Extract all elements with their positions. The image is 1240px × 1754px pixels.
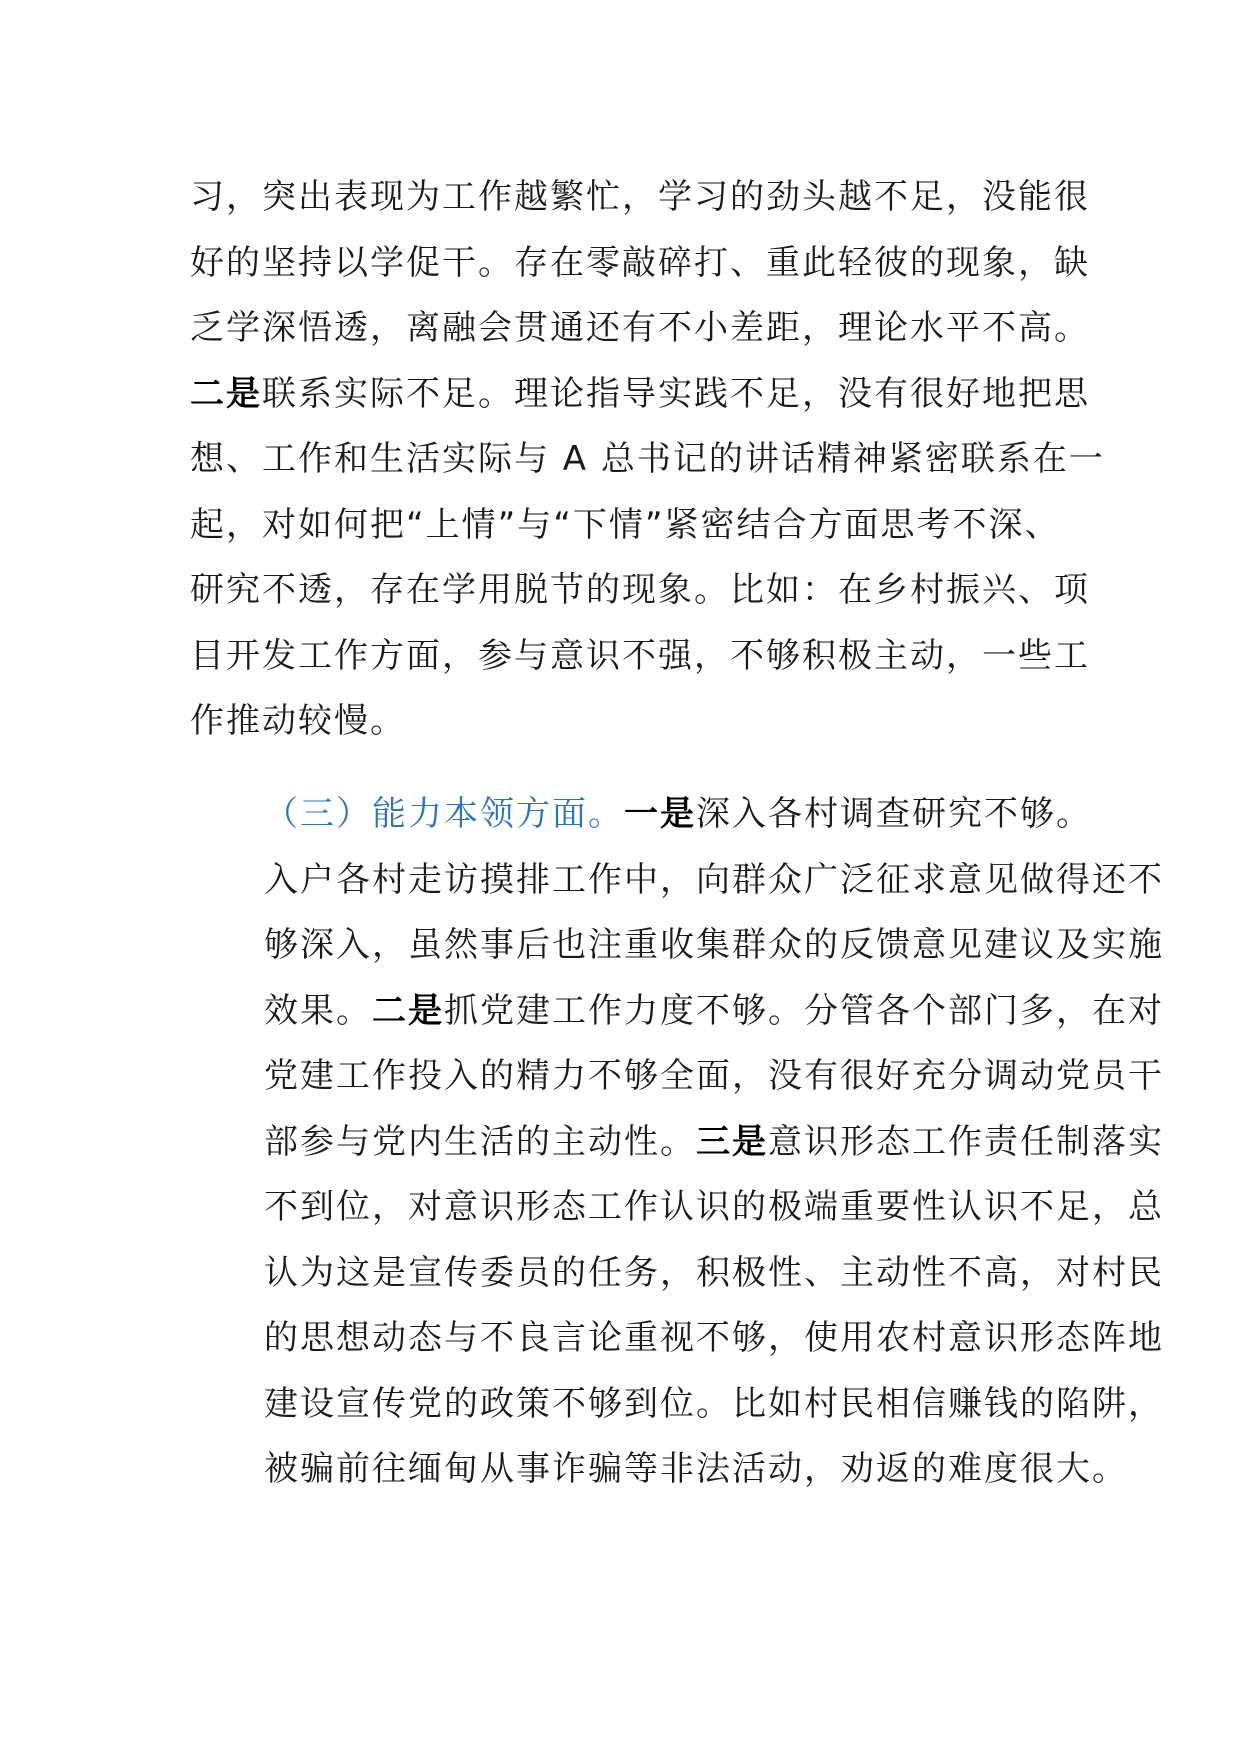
point-three-text: 意识形态工作责任制落实 — [768, 1121, 1164, 1162]
text-line: 研究不透，存在学用脱节的现象。比如：在乡村振兴、项 — [190, 570, 1090, 610]
text-line: 入户各村走访摸排工作中，向群众广泛征求意见做得还不 — [264, 859, 1164, 900]
text-line: 认为这是宣传委员的任务，积极性、主动性不高，对村民 — [264, 1252, 1164, 1293]
paragraph-ability — [190, 782, 1164, 1503]
text-segment: 效果。 — [264, 990, 372, 1031]
text-line: 起，对如何把“上情”与“下情”紧密结合方面思考不深、 — [190, 504, 1061, 545]
point-lead-three: 三是 — [696, 1121, 768, 1162]
text-line — [190, 782, 1092, 848]
point-two-text: 抓党建工作力度不够。分管各个部门多，在对 — [444, 990, 1164, 1031]
point-lead-one: 一是 — [624, 794, 696, 834]
text-line: 目开发工作方面，参与意识不强，不够积极主动，一些工 — [190, 635, 1090, 676]
text-line: 不到位，对意识形态工作认识的极端重要性认识不足，总 — [264, 1187, 1164, 1227]
paragraph-theory-study — [190, 165, 1105, 755]
text-line: 被骗前往缅甸从事诈骗等非法活动，劝返的难度很大。 — [264, 1449, 1128, 1489]
point-two-text: 联系实际不足。理论指导实践不足，没有很好地把思 — [262, 373, 1090, 414]
point-one-text: 深入各村调查研究不够。 — [696, 794, 1092, 834]
text-line: 作推动较慢。 — [190, 701, 406, 741]
section-heading: （三）能力本领方面。 — [264, 794, 624, 834]
text-line — [190, 362, 1090, 428]
text-line: 建设宣传党的政策不够到位。比如村民相信赚钱的陷阱， — [264, 1383, 1164, 1424]
point-lead-two: 二是 — [372, 990, 444, 1031]
text-line — [190, 1110, 1164, 1176]
text-line: 乏学深悟透，离融会贯通还有不小差距，理论水平不高。 — [190, 308, 1090, 348]
text-line: 够深入，虽然事后也注重收集群众的反馈意见建议及实施 — [264, 925, 1164, 965]
text-line: 想、工作和生活实际与 A 总书记的讲话精神紧密联系在一 — [190, 439, 1105, 479]
text-segment: 部参与党内生活的主动性。 — [264, 1121, 696, 1162]
text-line: 好的坚持以学促干。存在零敲碎打、重此轻彼的现象，缺 — [190, 242, 1090, 283]
point-lead-two: 二是 — [190, 373, 262, 414]
text-line: 党建工作投入的精力不够全面，没有很好充分调动党员干 — [264, 1056, 1164, 1096]
text-line: 习，突出表现为工作越繁忙，学习的劲头越不足，没能很 — [190, 177, 1090, 217]
text-line — [190, 979, 1164, 1045]
text-line: 的思想动态与不良言论重视不够，使用农村意识形态阵地 — [264, 1318, 1164, 1358]
